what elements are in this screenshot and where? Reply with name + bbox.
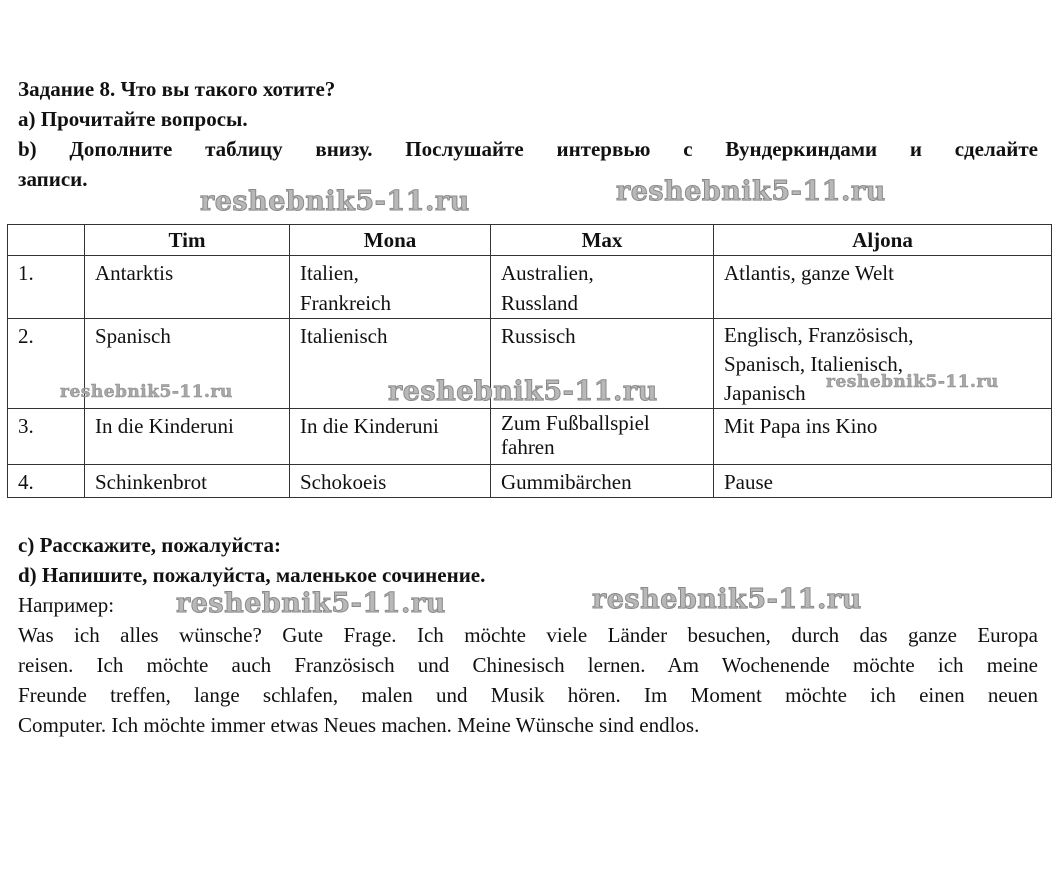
task-part-b-line-1: b) Дополните таблицу внизу. Послушайте интервью с Вундеркиндами и сделайте [18,137,1038,161]
table-cell: Mit Papa ins Kino [714,409,1052,465]
table-cell: In die Kinderuni [85,409,290,465]
table-row [8,409,1052,465]
table-cell: Russisch [491,319,714,409]
watermark: reshebnik5-11.ru [388,376,658,407]
essay-text [18,620,1038,740]
table-cell: In die Kinderuni [290,409,491,465]
row-number: 1. [8,256,85,319]
header-tim: Tim [85,225,290,256]
watermark: reshebnik5-11.ru [176,588,446,619]
table-cell: Pause [714,465,1052,498]
watermark: reshebnik5-11.ru [200,186,470,217]
table-header-row [8,225,1052,256]
essay-line: Freunde treffen, lange schlafen, malen und Musik hören. Im Moment möchte ich einen neuen [18,683,1038,707]
table-row [8,465,1052,498]
table-cell: Italienisch [290,319,491,409]
table-cell: Antarktis [85,256,290,319]
task-part-b-line-2: записи. [18,167,88,191]
answers-table [7,224,1052,498]
table-cell: Englisch, Französisch, Spanisch, Italienisch, Japanisch [714,319,1052,409]
header-mona: Mona [290,225,491,256]
essay-line: Computer. Ich möchte immer etwas Neues machen. Meine Wünsche sind endlos. [18,713,700,737]
watermark: reshebnik5-11.ru [592,584,862,615]
header-empty [8,225,85,256]
table-cell: Spanisch [85,319,290,409]
table-cell: Schokoeis [290,465,491,498]
header-max: Max [491,225,714,256]
row-number: 2. [8,319,85,409]
essay-line: Was ich alles wünsche? Gute Frage. Ich möchte viele Länder besuchen, durch das ganze Europa [18,623,1038,647]
table-cell: Schinkenbrot [85,465,290,498]
table-cell: Australien, Russland [491,256,714,319]
row-number: 3. [8,409,85,465]
task-part-d: d) Напишите, пожалуйста, маленькое сочинение. [18,563,486,587]
watermark: reshebnik5-11.ru [826,372,999,392]
watermark: reshebnik5-11.ru [60,382,233,402]
table-cell: Zum Fußballspiel fahren [491,409,714,465]
task-title: Задание 8. Что вы такого хотите? [18,77,336,101]
table-row [8,256,1052,319]
table-cell: Atlantis, ganze Welt [714,256,1052,319]
task-part-c: с) Расскажите, пожалуйста: [18,533,282,557]
row-number: 4. [8,465,85,498]
table-cell: Gummibärchen [491,465,714,498]
essay-line: reisen. Ich möchte auch Französisch und Chinesisch lernen. Am Wochenende möchte ich meine [18,653,1038,677]
example-label: Например: [18,593,115,617]
task-part-a: а) Прочитайте вопросы. [18,107,248,131]
watermark: reshebnik5-11.ru [616,176,886,207]
table-cell: Italien, Frankreich [290,256,491,319]
header-aljona: Aljona [714,225,1052,256]
